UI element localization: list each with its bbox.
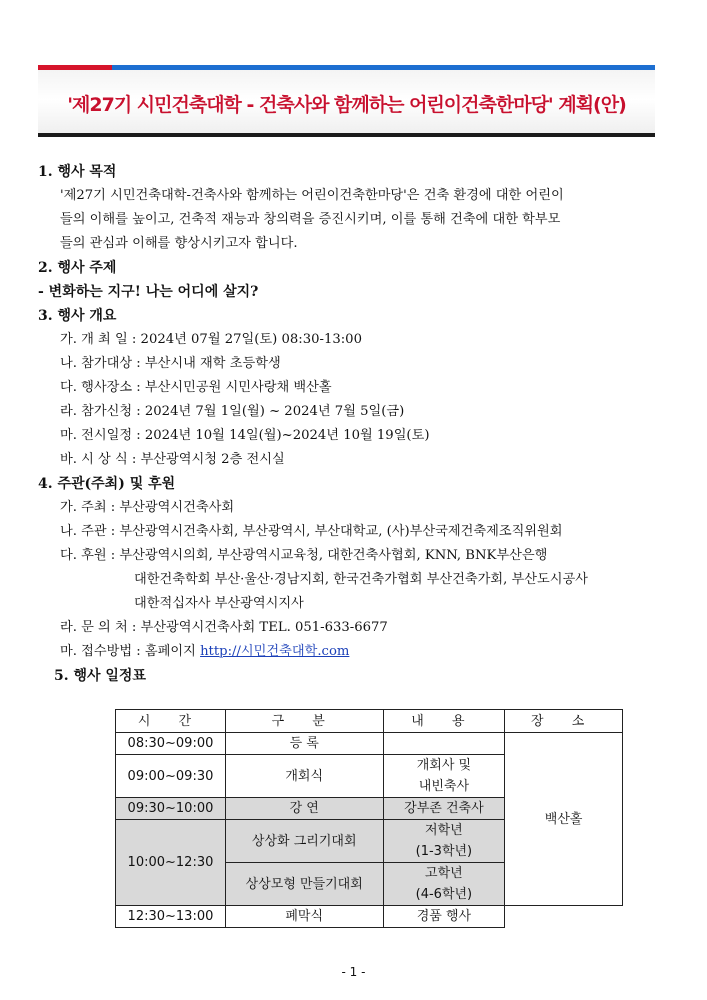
purpose-line-1: '제27기 시민건축대학-건축사와 함께하는 어린이건축한마당'은 건축 환경에 대한 어린이 [60, 188, 564, 203]
table-row [116, 733, 623, 755]
schedule-table [115, 709, 623, 928]
section-3-heading: 3. 행사 개요 [38, 308, 117, 324]
row-category: 등 록 [225, 733, 383, 755]
overview-registration: 라. 참가신청 : 2024년 7월 1일(월) ~ 2024년 7월 5일(금) [60, 404, 405, 419]
overview-exhibition: 마. 전시일정 : 2024년 10월 14일(월)~2024년 10월 19일(토) [60, 428, 430, 443]
header-time: 시 간 [116, 710, 226, 733]
banner-bottom-bar [38, 133, 655, 137]
section-2-heading: 2. 행사 주제 [38, 260, 117, 276]
overview-awards: 바. 시 상 식 : 부산광역시청 2층 전시실 [60, 452, 285, 467]
row-category: 개회식 [225, 755, 383, 798]
sponsor-line-3: 대한적십자사 부산광역시지사 [134, 596, 304, 611]
document-body [38, 160, 660, 688]
event-theme: - 변화하는 지구! 나는 어디에 살지? [38, 284, 259, 300]
row-content: 경품 행사 [383, 906, 505, 928]
row-category: 폐막식 [225, 906, 383, 928]
table-header-row [116, 710, 623, 733]
host-line: 가. 주최 : 부산광역시건축사회 [60, 500, 235, 515]
row-category: 강 연 [225, 798, 383, 820]
organizer-line: 나. 주관 : 부산광역시건축사회, 부산광역시, 부산대학교, (사)부산국제건축제조직위원회 [60, 524, 563, 539]
sponsor-line-2: 대한건축학회 부산·울산·경남지회, 한국건축가협회 부산건축가회, 부산도시공사 [134, 572, 588, 587]
row-time: 10:00~12:30 [116, 820, 226, 906]
venue-cell: 백산홀 [505, 733, 623, 906]
page-title: '제27기 시민건축대학 - 건축사와 함께하는 어린이건축한마당' 계획(안) [67, 93, 626, 116]
row-time: 09:00~09:30 [116, 755, 226, 798]
row-content: 개회사 및 [383, 755, 505, 777]
row-time: 09:30~10:00 [116, 798, 226, 820]
overview-date: 가. 개 최 일 : 2024년 07월 27일(토) 08:30-13:00 [60, 332, 362, 347]
row-content [383, 733, 505, 755]
section-4-heading: 4. 주관(주최) 및 후원 [38, 476, 176, 492]
header-venue: 장 소 [505, 710, 623, 733]
homepage-link[interactable]: http://시민건축대학.com [200, 644, 350, 659]
row-content: 저학년 [383, 820, 505, 842]
section-1-heading: 1. 행사 목적 [38, 164, 117, 180]
overview-target: 나. 참가대상 : 부산시내 재학 초등학생 [60, 356, 281, 371]
header-category: 구 분 [225, 710, 383, 733]
sponsor-line-1: 다. 후원 : 부산광역시의회, 부산광역시교육청, 대한건축사협회, KNN, BNK부산은행 [60, 548, 548, 563]
row-content: 강부존 건축사 [383, 798, 505, 820]
row-category: 상상모형 만들기대회 [225, 863, 383, 906]
row-category: 상상화 그리기대회 [225, 820, 383, 863]
table-row [116, 906, 623, 928]
apply-line [38, 640, 660, 664]
section-5-heading: 5. 행사 일정표 [54, 668, 146, 684]
apply-label: 마. 접수방법 : 홈페이지 [60, 644, 201, 659]
purpose-line-3: 들의 관심과 이해를 향상시키고자 합니다. [60, 236, 298, 251]
row-content: 내빈축사 [383, 776, 505, 798]
page-number: - 1 - [341, 965, 366, 979]
overview-venue: 다. 행사장소 : 부산시민공원 시민사랑채 백산홀 [60, 380, 332, 395]
row-content: (1-3학년) [383, 841, 505, 863]
row-content: 고학년 [383, 863, 505, 885]
row-time: 12:30~13:00 [116, 906, 226, 928]
row-time: 08:30~09:00 [116, 733, 226, 755]
contact-line: 라. 문 의 처 : 부산광역시건축사회 TEL. 051-633-6677 [60, 620, 388, 635]
row-content: (4-6학년) [383, 884, 505, 906]
header-content: 내 용 [383, 710, 505, 733]
title-banner [38, 70, 655, 136]
purpose-line-2: 들의 이해를 높이고, 건축적 재능과 창의력을 증진시키며, 이를 통해 건축에 대한 학부모 [60, 212, 561, 227]
